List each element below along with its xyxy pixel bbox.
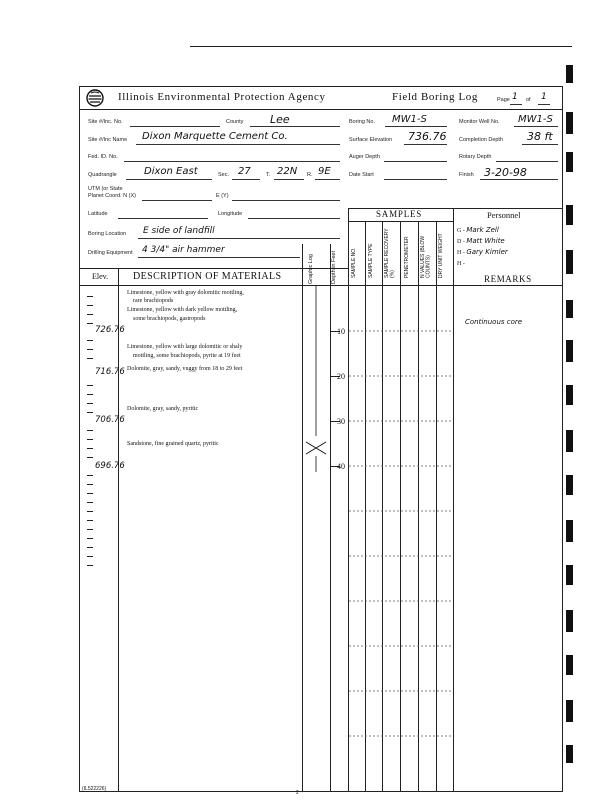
elev-tick	[87, 340, 93, 341]
monitor-well-field[interactable]	[514, 126, 558, 127]
boring-no-field[interactable]	[385, 126, 447, 127]
elev-tick	[87, 314, 93, 315]
elev-tick	[87, 493, 93, 494]
t-label: T.	[266, 172, 271, 178]
scan-mark	[566, 300, 573, 318]
monitor-well-label: Monitor Well No.	[459, 119, 500, 125]
date-start-field[interactable]	[384, 179, 447, 180]
utm-label-2: Planet Coord. N (X)	[88, 193, 136, 199]
sec-value: 27	[238, 166, 251, 177]
site-name-field[interactable]	[136, 144, 340, 145]
graphic-log	[303, 286, 329, 472]
boring-location-field[interactable]	[138, 238, 340, 239]
col-dry-unit-weight: DRY UNIT WEIGHT	[438, 233, 444, 278]
fed-id-label: Fed. ID. No.	[88, 154, 118, 160]
personnel-line	[457, 225, 508, 236]
scan-mark	[566, 520, 573, 542]
surface-elev-label: Surface Elevation	[349, 137, 393, 143]
elev-tick	[87, 556, 93, 557]
remarks-header: REMARKS	[484, 274, 532, 284]
personnel-name: Matt White	[466, 237, 505, 245]
agency-seal-icon	[86, 89, 104, 107]
personnel-list	[457, 225, 508, 269]
personnel-code: H -	[457, 261, 465, 267]
utm-label: UTM (or State	[88, 186, 123, 192]
monitor-well-value: MW1-S	[518, 114, 553, 125]
elev-tick	[87, 529, 93, 530]
elevation-label: 726.76	[95, 325, 125, 335]
description-header: DESCRIPTION OF MATERIALS	[133, 271, 282, 282]
latitude-field[interactable]	[118, 218, 208, 219]
longitude-label: Longitude	[218, 211, 243, 217]
utm-n-field[interactable]	[142, 200, 212, 201]
site-name-label: Site #/Inc Name	[88, 137, 128, 143]
latitude-label: Latitude	[88, 211, 108, 217]
depth-label: 30	[337, 417, 345, 426]
elev-tick	[87, 358, 93, 359]
quadrangle-value: Dixon East	[144, 166, 198, 177]
graphic-log-header: Graphic Log	[308, 254, 314, 284]
scan-mark	[566, 655, 573, 675]
elev-tick	[87, 439, 93, 440]
personnel-line	[457, 236, 508, 247]
surface-elev-value: 736.76	[408, 130, 447, 143]
elev-tick	[87, 430, 93, 431]
personnel-line	[457, 247, 508, 258]
rotary-depth-label: Rotary Depth	[459, 154, 492, 160]
elev-tick	[87, 520, 93, 521]
form-code: (IL522226)	[82, 786, 107, 792]
site-name-value: Dixon Marquette Cement Co.	[142, 131, 288, 142]
elevation-label: 696.76	[95, 461, 125, 471]
boring-no-value: MW1-S	[392, 114, 427, 125]
page-label: Page	[497, 97, 510, 103]
description-line: mottling, some brachiopods, pyrite at 19 feet	[133, 353, 241, 359]
site-no-label: Site #/Inc. No.	[88, 119, 123, 125]
elevation-label: 716.76	[95, 367, 125, 377]
personnel-title: Personnel	[487, 210, 521, 220]
col-sample-recovery: SAMPLE RECOVERY (%)	[384, 228, 396, 278]
scan-mark	[566, 745, 573, 763]
elev-tick	[87, 394, 93, 395]
scan-mark	[566, 700, 573, 722]
elev-tick	[87, 296, 93, 297]
elev-tick	[87, 412, 93, 413]
scan-mark	[566, 112, 573, 134]
personnel-code: D -	[457, 239, 465, 245]
boring-no-label: Boring No.	[349, 119, 375, 125]
page-number-line	[510, 104, 522, 105]
fed-id-field[interactable]	[124, 161, 340, 162]
county-field[interactable]	[250, 126, 340, 127]
sec-field[interactable]	[232, 179, 260, 180]
elevation-label: 706.76	[95, 415, 125, 425]
utm-e-label: E (Y)	[216, 193, 229, 199]
elev-tick	[87, 403, 93, 404]
sec-label: Sec.	[218, 172, 230, 178]
quadrangle-label: Quadrangle	[88, 172, 117, 178]
depth-label: 20	[337, 372, 345, 381]
personnel-name: Gary Kimler	[466, 248, 508, 256]
elev-tick	[87, 565, 93, 566]
personnel-line	[457, 258, 508, 269]
drilling-equipment-value: 4 3/4" air hammer	[142, 245, 225, 255]
page-number: 1	[512, 92, 518, 102]
col-sample-no: SAMPLE NO.	[351, 247, 357, 278]
r-field[interactable]	[315, 179, 340, 180]
elev-tick	[87, 305, 93, 306]
elev-tick	[87, 502, 93, 503]
scan-mark	[566, 152, 573, 172]
agency-name: Illinois Environmental Protection Agency	[118, 91, 326, 103]
description-line: Limestone, yellow with dark yellow mottling,	[127, 307, 238, 313]
scan-mark	[566, 475, 573, 495]
description-line: rare brachiopods	[133, 298, 174, 304]
auger-depth-label: Auger Depth	[349, 154, 380, 160]
site-no-field[interactable]	[130, 126, 220, 127]
quadrangle-field[interactable]	[126, 179, 212, 180]
elev-tick	[87, 349, 93, 350]
remark-text: Continuous core	[465, 318, 523, 326]
elev-col-rule	[118, 268, 119, 792]
t-field[interactable]	[274, 179, 304, 180]
depth-label: 10	[337, 327, 345, 336]
sample-grid	[349, 286, 453, 792]
elev-tick	[87, 538, 93, 539]
scan-mark	[566, 430, 573, 452]
finish-value: 3-20-98	[484, 166, 527, 179]
depth-header: Depth in Feet	[331, 250, 337, 284]
scan-mark	[566, 65, 573, 83]
drilling-equipment-label: Drilling Equipment	[88, 250, 133, 256]
elev-tick	[87, 511, 93, 512]
col-n-values: N VALUES (BLOW COUNTS)	[420, 235, 432, 278]
personnel-name: Mark Zell	[466, 226, 499, 234]
date-start-label: Date Start	[349, 172, 374, 178]
elev-header: Elev.	[92, 272, 109, 281]
finish-label: Finish	[459, 172, 474, 178]
surface-elev-field[interactable]	[404, 144, 447, 145]
personnel-code: H -	[457, 250, 465, 256]
description-line: Dolomite, gray, sandy, pyritic	[127, 406, 199, 412]
elev-tick	[87, 547, 93, 548]
completion-depth-field[interactable]	[522, 144, 558, 145]
samples-title: SAMPLES	[376, 209, 423, 219]
remarks-left-rule	[453, 208, 454, 792]
completion-depth-label: Completion Depth	[459, 137, 504, 143]
description-line: Limestone, yellow with large dolomitic or shaly	[127, 344, 243, 350]
finish-field[interactable]	[480, 179, 558, 180]
t-value: 22N	[277, 166, 298, 177]
col-sample-type: SAMPLE TYPE	[368, 243, 374, 278]
personnel-code: G -	[457, 228, 465, 234]
description-line: Sandstone, fine grained quartz, pyritic	[127, 441, 219, 447]
county-value: Lee	[270, 113, 290, 126]
scan-mark	[566, 340, 573, 362]
boring-location-value: E side of landfill	[143, 226, 215, 236]
completion-depth-value: 38 ft	[527, 130, 553, 143]
r-label: R.	[307, 172, 313, 178]
auger-depth-field[interactable]	[384, 161, 447, 162]
boring-location-label: Boring Location	[88, 231, 127, 237]
page-of-label: of	[526, 97, 531, 103]
scan-mark	[566, 385, 573, 405]
scan-mark	[566, 205, 573, 225]
r-value: 9E	[318, 166, 331, 177]
elev-tick	[87, 323, 93, 324]
drilling-equipment-field[interactable]	[138, 257, 300, 258]
depth-label: 40	[337, 462, 345, 471]
county-label: County	[226, 119, 244, 125]
scan-mark	[566, 610, 573, 632]
top-rule	[190, 46, 572, 47]
form-title: Field Boring Log	[392, 91, 478, 103]
description-line: some brachiopods, gastropods	[133, 316, 206, 322]
page-mark: 2	[296, 790, 299, 796]
description-line: Dolomite, gray, sandy, vuggy from 18 to 29 feet	[127, 366, 243, 372]
elev-tick	[87, 448, 93, 449]
elev-tick	[87, 484, 93, 485]
elev-tick	[87, 385, 93, 386]
elev-tick	[87, 457, 93, 458]
scan-mark	[566, 565, 573, 585]
page-total-line	[538, 104, 550, 105]
utm-e-field[interactable]	[232, 200, 340, 201]
elev-tick	[87, 475, 93, 476]
header-rule	[79, 109, 563, 110]
col-penetrometer: PENETROMETER	[404, 236, 410, 278]
rotary-depth-field[interactable]	[496, 161, 558, 162]
depth-col-rule	[330, 244, 331, 792]
page-total: 1	[541, 92, 547, 102]
longitude-field[interactable]	[248, 218, 340, 219]
scan-mark	[566, 250, 573, 274]
description-line: Limestone, yellow with gray dolomitic mottling,	[127, 290, 244, 296]
